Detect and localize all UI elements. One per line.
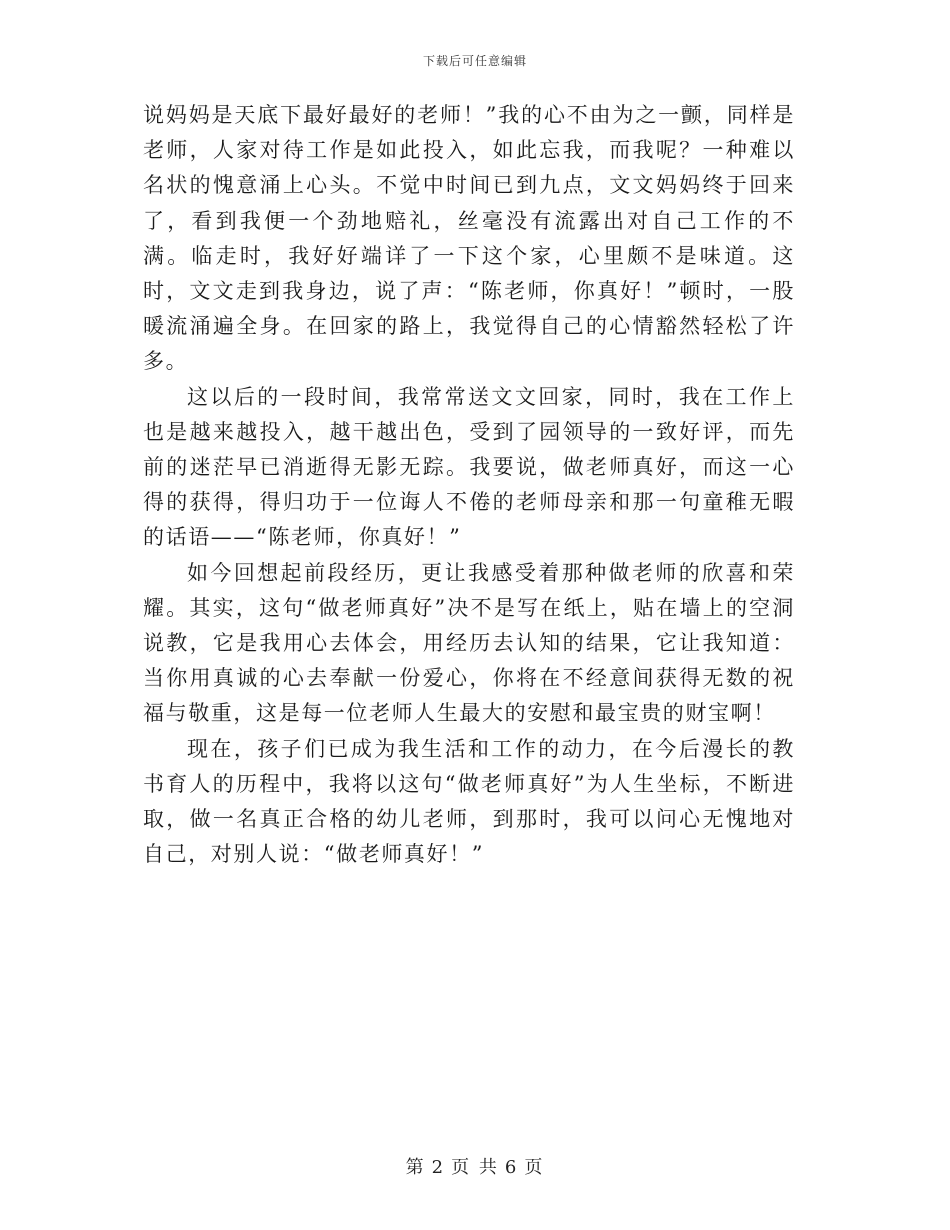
page-total: 6 <box>504 1157 519 1178</box>
paragraph-continued: 说妈妈是天底下最好最好的老师！”我的心不由为之一颤，同样是老师，人家对待工作是如此投入，如此忘我，而我呢？一种难以名状的愧意涌上心头。不觉中时间已到九点，文文妈妈终于回来了，看到我便一个劲地赔礼，丝毫没有流露出对自己工作的不满。临走时，我好好端详了一下这个家，心里颇不是味道。这时，文文走到我身边，说了声：“陈老师，你真好！”顿时，一股暖流涌遍全身。在回家的路上，我觉得自己的心情豁然轻松了许多。 <box>143 103 795 374</box>
page-number-footer <box>0 1153 950 1179</box>
page-header-note: 下载后可任意编辑 <box>422 54 527 68</box>
page-current: 2 <box>431 1157 446 1178</box>
paragraph: 这以后的一段时间，我常常送文文回家，同时，我在工作上也是越来越投入，越干越出色，受到了园领导的一致好评，而先前的迷茫早已消逝得无影无踪。我要说，做老师真好，而这一心得的获得，得归功于一位诲人不倦的老师母亲和那一句童稚无暇的话语——“陈老师，你真好！” <box>143 384 795 550</box>
paragraph: 现在，孩子们已成为我生活和工作的动力，在今后漫长的教书育人的历程中，我将以这句“做老师真好”为人生坐标，不断进取，做一名真正合格的幼儿老师，到那时，我可以问心无愧地对自己，对别人说：“做老师真好！” <box>143 736 795 867</box>
document-body <box>143 98 795 872</box>
paragraph: 如今回想起前段经历，更让我感受着那种做老师的欣喜和荣耀。其实，这句“做老师真好”决不是写在纸上，贴在墙上的空洞说教，它是我用心去体会，用经历去认知的结果，它让我知道：当你用真诚的心去奉献一份爱心，你将在不经意间获得无数的祝福与敬重，这是每一位老师人生最大的安慰和最宝贵的财宝啊！ <box>143 560 795 726</box>
page-suffix: 页 <box>524 1157 545 1178</box>
page-prefix: 第 <box>405 1157 426 1178</box>
page-mid: 页 共 <box>451 1157 499 1178</box>
